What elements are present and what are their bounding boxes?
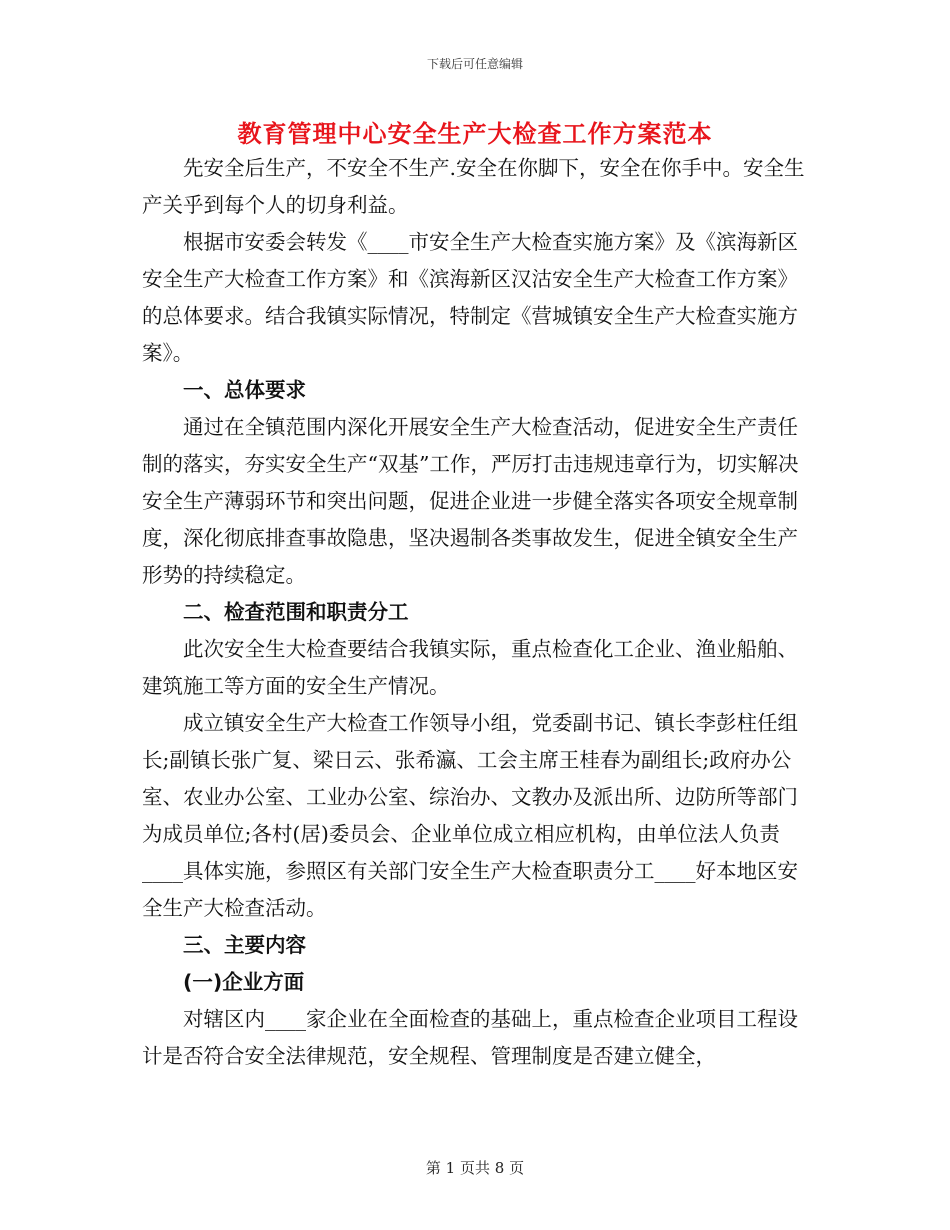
paragraph: 根据市安委会转发《____市安全生产大检查实施方案》及《滨海新区安全生产大检查工作方案》和《滨海新区汉沽安全生产大检查工作方案》的总体要求。结合我镇实际情况，特制定《营城镇安全生产大检查实施方案》。 bbox=[142, 230, 798, 365]
paragraph: 成立镇安全生产大检查工作领导小组，党委副书记、镇长李彭柱任组长;副镇长张广复、梁日云、张希瀛、工会主席王桂春为副组长;政府办公室、农业办公室、工业办公室、综治办、文教办及派出所、边防所等部门为成员单位;各村(居)委员会、企业单位成立相应机构，由单位法人负责____具体实施，参照区有关部门安全生产大检查职责分工____好本地区安全生产大检查活动。 bbox=[142, 711, 798, 920]
page-number: 第 1 页共 8 页 bbox=[425, 1159, 525, 1177]
subsection-heading: (一)企业方面 bbox=[183, 970, 305, 994]
document-body bbox=[142, 150, 808, 1075]
section-heading: 三、主要内容 bbox=[183, 933, 306, 957]
paragraph: 对辖区内____家企业在全面检查的基础上，重点检查企业项目工程设计是否符合安全法律规范，安全规程、管理制度是否建立健全， bbox=[142, 1007, 798, 1068]
section-heading: 二、检查范围和职责分工 bbox=[183, 600, 409, 624]
section-heading: 一、总体要求 bbox=[183, 378, 306, 402]
paragraph: 先安全后生产，不安全不生产.安全在你脚下，安全在你手中。安全生产关乎到每个人的切身利益。 bbox=[142, 156, 805, 217]
page-header-note: 下载后可任意编辑 bbox=[426, 57, 523, 71]
document-title: 教育管理中心安全生产大检查工作方案范本 bbox=[237, 120, 713, 148]
paragraph: 通过在全镇范围内深化开展安全生产大检查活动，促进安全生产责任制的落实，夯实安全生产“双基”工作，严厉打击违规违章行为，切实解决安全生产薄弱环节和突出问题，促进企业进一步健全落实各项安全规章制度，深化彻底排查事故隐患，坚决遏制各类事故发生，促进全镇安全生产形势的持续稳定。 bbox=[142, 415, 799, 587]
paragraph: 此次安全生大检查要结合我镇实际，重点检查化工企业、渔业船舶、建筑施工等方面的安全生产情况。 bbox=[142, 637, 798, 698]
